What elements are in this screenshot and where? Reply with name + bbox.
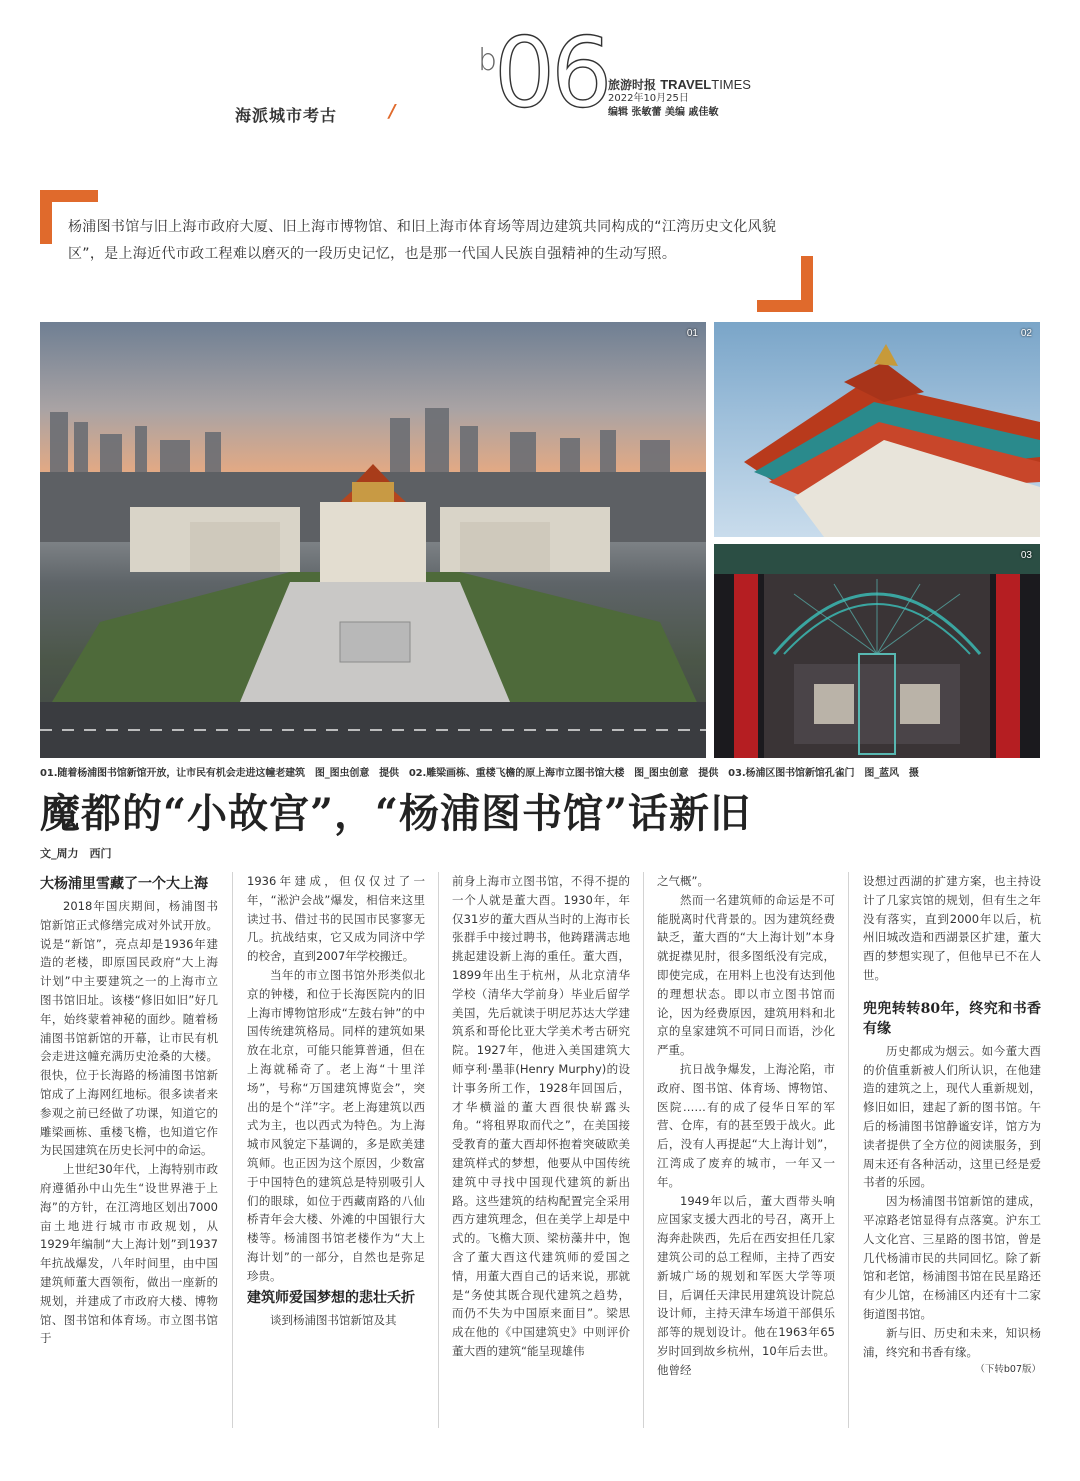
photo-caption: 01.随着杨浦图书馆新馆开放，让市民有机会走进这幢老建筑 图_图虫创意 提供 02.雕梁画栋、重楼飞檐的原上海市立图书馆大楼 图_图虫创意 提供 03.杨浦区图书馆新馆孔雀门 图_蓝风 摄 [40,768,919,779]
section-label: 海派城市考古 [235,106,338,125]
paragraph: 1949年以后，董大酉带头响应国家支援大西北的号召，离开上海奔赴陕西，先后在西安担任几家建筑公司的总工程师，主持了西安新城广场的规划和军医大学等项目，后调任天津民用建筑设计院总设计师，主持天津车场道干部俱乐部等的规划设计。他在1963年65岁时回到故乡杭州，10年后去世。他曾经 [657,1193,835,1377]
column-3 [452,872,630,1361]
lead-paragraph: 杨浦图书馆与旧上海市政府大厦、旧上海市博物馆、和旧上海市体育场等周边建筑共同构成的“江湾历史文化风貌区”，是上海近代市政工程难以磨灭的一段历史记忆，也是那一代国人民族自强精神的生动写照。 [68,219,777,262]
aerial-illustration [40,322,706,758]
paragraph: 之气概”。 [657,874,709,888]
subheading-3: 兜兜转转80年，终究和书香有缘 [863,1000,1041,1037]
column-rule [232,872,233,1428]
paragraph: 当年的市立图书馆外形类似北京的钟楼，和位于长海医院内的旧上海市博物馆形成“左鼓右钟”的中国传统建筑格局。同样的建筑如果放在北京，可能只能算普通，但在上海就稀奇了。老上海“十里洋场”，号称“万国建筑博览会”，突出的是个“洋”字。老上海建筑以西式为主，也以西式为特色。为上海城市风貌定下基调的，多是欧美建筑师。也正因为这个原因，少数富于中国特色的建筑总是特别吸引人们的眼球，如位于西藏南路的八仙桥青年会大楼、外滩的中国银行大楼等。杨浦图书馆老楼作为“大上海计划”的一部分，自然也是弥足珍贵。 [247,967,425,1283]
byline: 文_周力 西门 [40,847,112,860]
paragraph: 因为杨浦图书馆新馆的建成，平凉路老馆显得有点落寞。沪东工人文化宫、三星路的图书馆，曾是几代杨浦市民的共同回忆。除了新馆和老馆，杨浦图书馆在民星路还有少儿馆，在杨浦区内还有十二家街道图书馆。 [863,1194,1041,1321]
column-rule [643,872,644,1428]
column-5 [863,872,1041,1380]
paper-name-en-bold: TRAVEL [660,77,712,92]
paragraph: 抗日战争爆发，上海沦陷，市政府、图书馆、体育场、博物馆、医院……有的成了侵华日军的军营、仓库，有的甚至毁于战火。此后，没有人再提起“大上海计划”，江湾成了废弃的城市，一年又一年。 [657,1061,835,1189]
paragraph: 新与旧、历史和未来，知识杨浦，终究和书香有缘。 [863,1325,1041,1359]
photo-number: 01 [686,328,698,339]
page-number: 06 [494,17,609,129]
continued-note: （下转b07版） [975,1364,1041,1376]
eaves-illustration [714,322,1040,537]
paragraph: 1936年建成，但仅仅过了一年，“淞沪会战”爆发，相信来这里读过书、借过书的民国市民寥寥无几。抗战结束，它又成为同济中学的校舍，直到2007年学校搬迁。 [247,874,425,964]
paper-name-en-regular: TIMES [711,77,751,92]
issue-date: 2022年10月25日 [608,93,689,104]
photo-peacock-gate [714,544,1040,758]
photo-number: 02 [1020,328,1032,339]
article-headline: 魔都的“小故宫”，“杨浦图书馆”话新旧 [40,790,752,837]
peacock-gate-illustration [714,544,1040,758]
photo-roof-eaves [714,322,1040,537]
column-rule [438,872,439,1428]
column-2 [247,872,425,1329]
paragraph: 上世纪30年代，上海特别市政府遵循孙中山先生“设世界港于上海”的方针，在江湾地区划出7000亩土地进行城市市政规划，从1929年编制“大上海计划”到1937年抗战爆发，八年时间里，由中国建筑师董大酉领衔，做出一座新的规划，并建成了市政府大楼、博物馆、图书馆和体育场。市立图书馆于 [40,1162,218,1346]
paragraph: 2018年国庆期间，杨浦图书馆新馆正式修缮完成对外试开放。说是“新馆”，亮点却是1936年建造的老楼，即原国民政府“大上海计划”中主要建筑之一的上海市立图书馆旧址。该楼“修旧如旧”好几年，始终蒙着神秘的面纱。随着杨浦图书馆新馆的开幕，让市民有机会走进这幢充满历史沧桑的大楼。很快，位于长海路的杨浦图书馆新馆成了上海网红地标。很多读者来参观之前已经做了功课，知道它的雕梁画栋、重楼飞檐，也知道它作为民国建筑在历史长河中的命运。 [40,899,218,1158]
subheading-2: 建筑师爱国梦想的悲壮夭折 [247,1289,415,1306]
paragraph: 设想过西湖的扩建方案，也主持设计了几家宾馆的规划，但有生之年没有落实，直到2000年以后，杭州旧城改造和西湖景区扩建，董大酉的梦想实现了，但他早已不在人世。 [863,874,1041,982]
paragraph: 谈到杨浦图书馆新馆及其 [270,1312,397,1327]
paragraph: 然而一名建筑师的命运是不可能脱离时代背景的。因为建筑经费缺乏，董大酉的“大上海计划”本身就捉襟见肘，很多图纸没有完成，即使完成，在用料上也没有达到他的理想状态。即以市立图书馆而论，因为经费原因，建筑用料和北京的皇家建筑不可同日而语，沙化严重。 [657,892,835,1058]
paper-name-cn: 旅游时报 [608,78,657,92]
paragraph: 前身上海市立图书馆，不得不提的一个人就是董大酉。1930年，年仅31岁的董大酉从当时的上海市长张群手中接过聘书，他踌躇满志地挑起建设新上海的重任。董大酉，1899年出生于杭州，从北京清华学校（清华大学前身）毕业后留学美国，先后就读于明尼苏达大学建筑系和哥伦比亚大学美术考古研究院。1927年，他进入美国建筑大师亨利·墨菲(Henry Murphy)的设计事务所工作，1928年回国后，才华横溢的董大酉很快崭露头角。“将租界取而代之”，在美国接受教育的董大酉却怀抱着突破欧美建筑样式的梦想，他要从中国传统建筑中寻找中国现代建筑的新出路。这些建筑的结构配置完全采用西方建筑理念，但在美学上却是中式的。飞檐大顶、梁枋藻井中，饱含了董大酉这代建筑师的爱国之情，用董大酉自己的话来说，那就是“务使其既合现代建筑之趋势，而仍不失为中国原来面目”。梁思成在他的《中国建筑史》中则评价董大酉的建筑“能呈现雄伟 [452,874,630,1358]
photo-number: 03 [1020,550,1032,561]
photo-library-aerial [40,322,706,758]
section-slash: / [389,101,396,122]
page-letter: b [478,43,498,78]
column-4 [657,872,835,1380]
paragraph: 历史都成为烟云。如今董大酉的价值重新被人们所认识，在他建造的建筑之上，现代人重新规划，修旧如旧，建起了新的图书馆。午后的杨浦图书馆静谧安详，馆方为读者提供了全方位的阅读服务，到周末还有各种活动，这里已经是爱书者的乐园。 [863,1043,1041,1190]
column-rule [848,872,849,1428]
masthead-info [608,78,751,120]
paper-name [608,78,751,92]
subheading-1: 大杨浦里雪藏了一个大上海 [40,876,208,892]
column-1 [40,872,218,1348]
editors: 编辑 张敏蕾 美编 戚佳敏 [608,107,719,118]
